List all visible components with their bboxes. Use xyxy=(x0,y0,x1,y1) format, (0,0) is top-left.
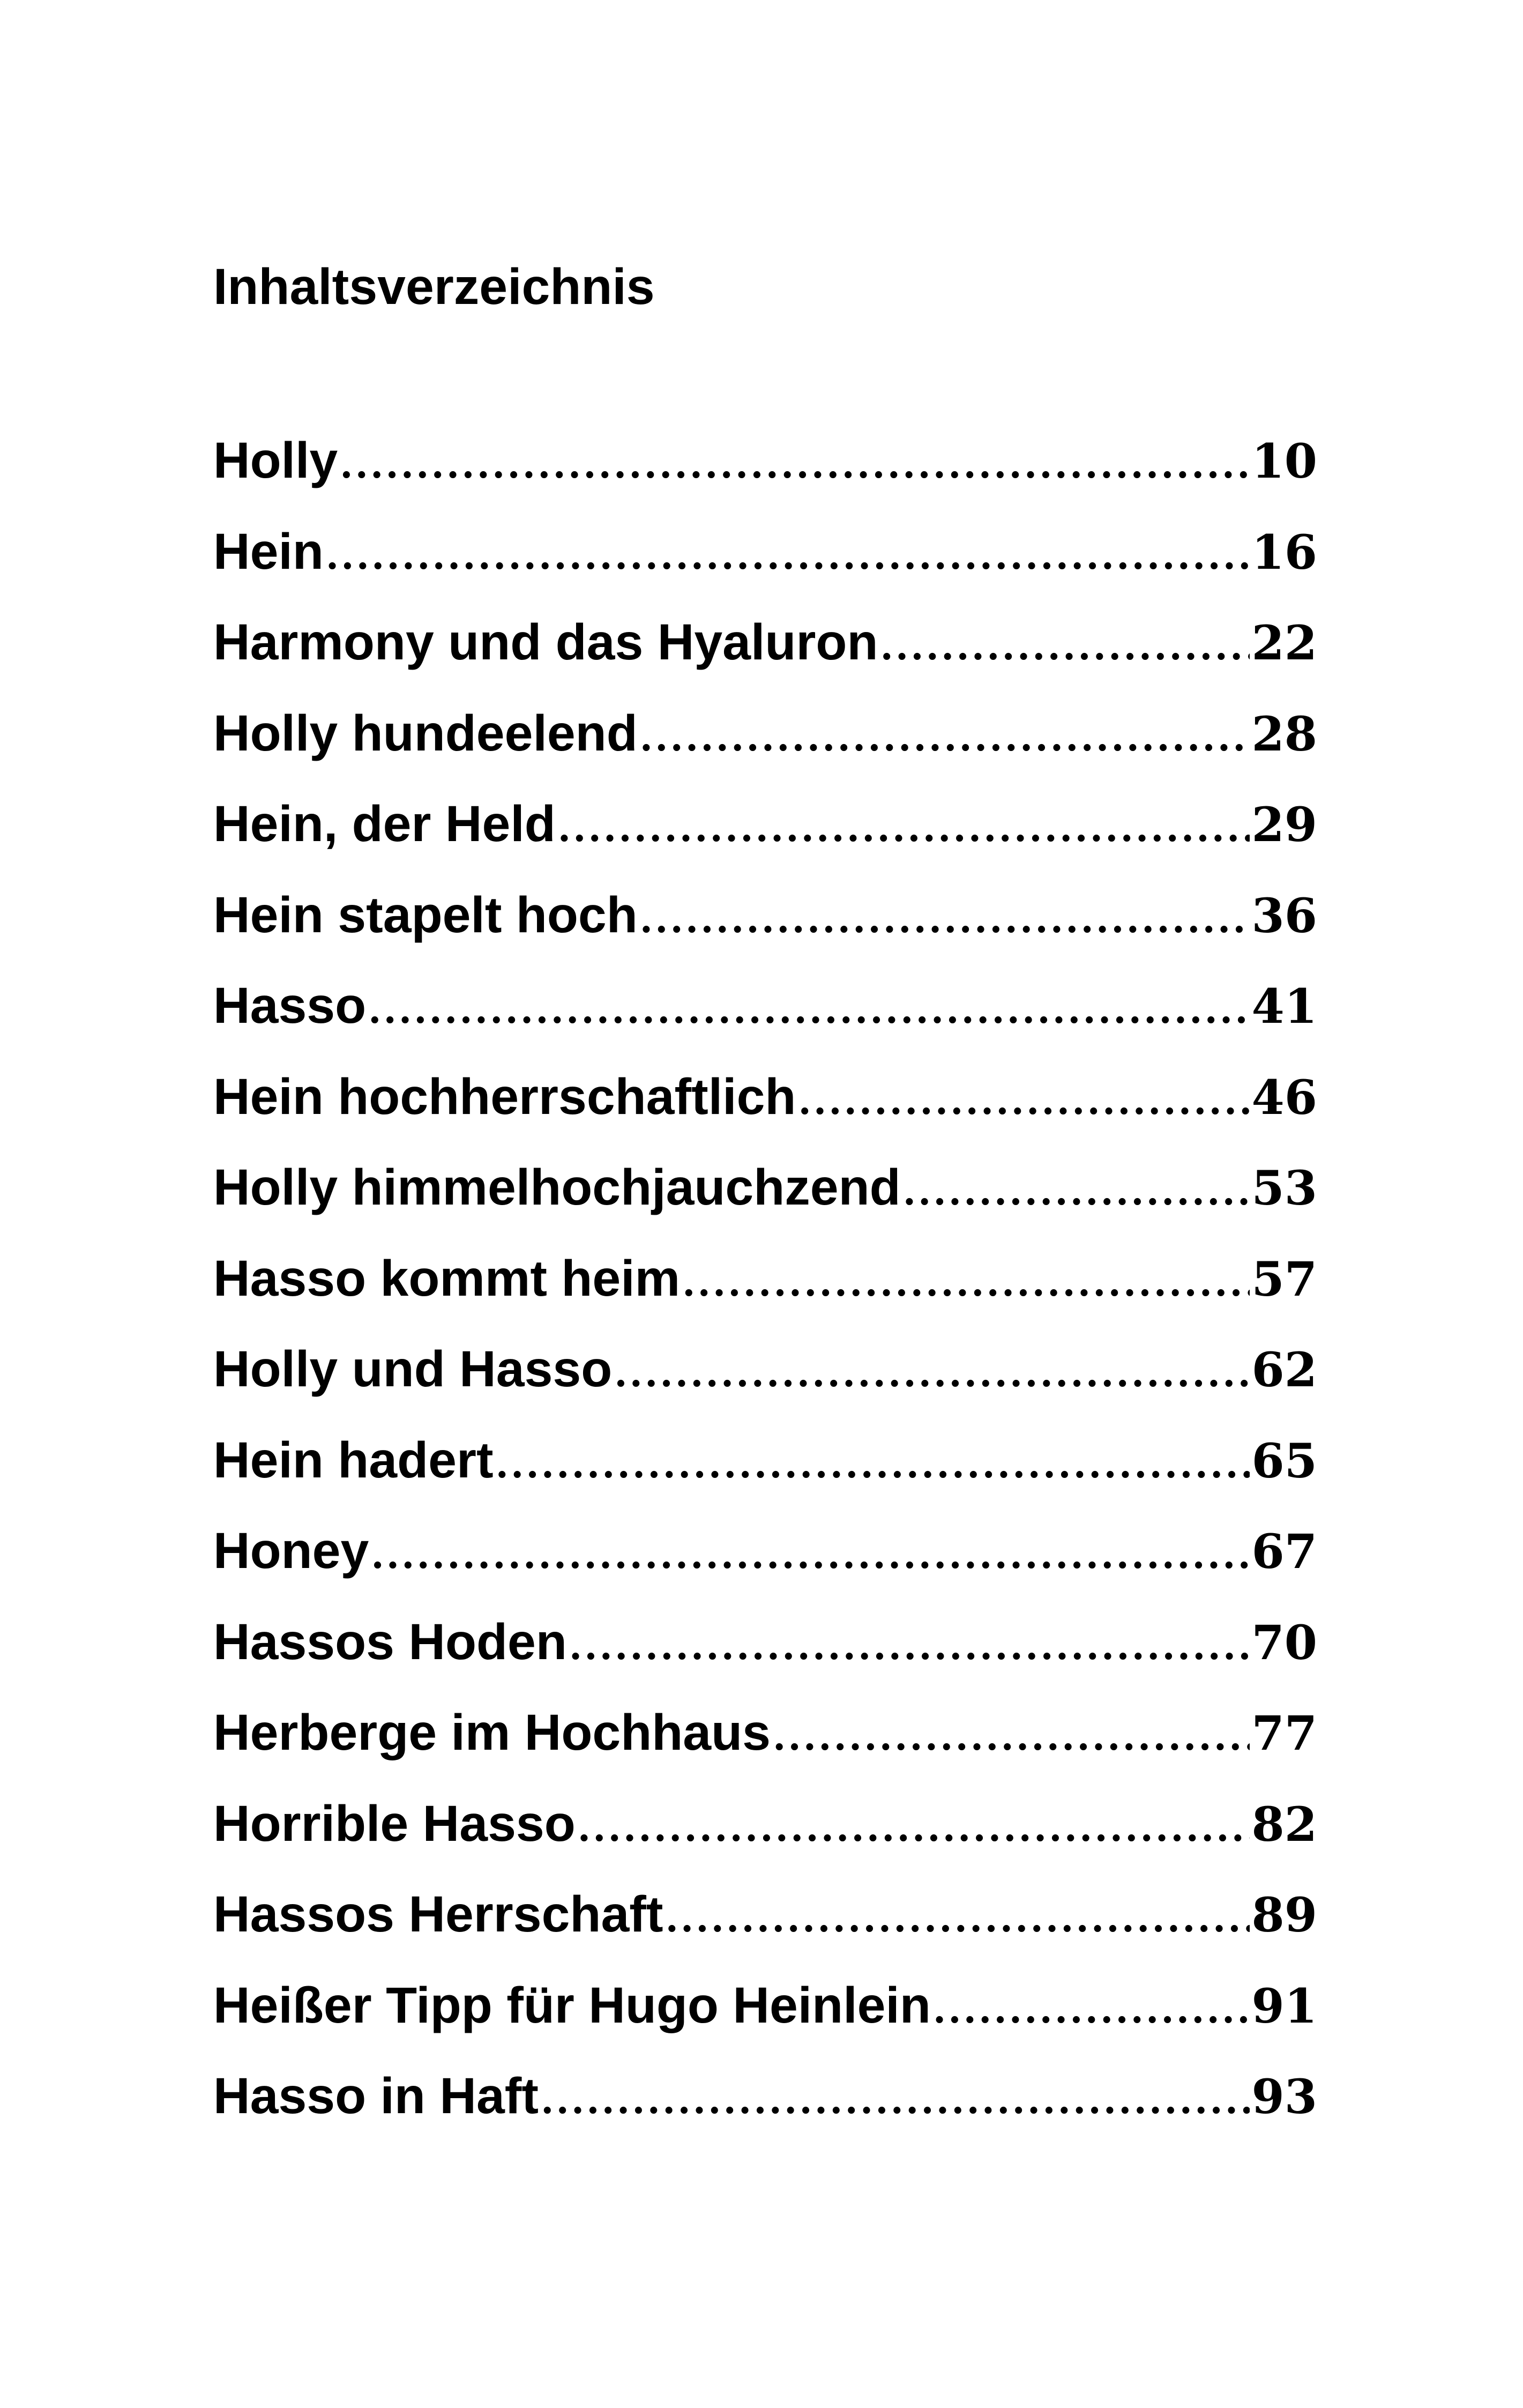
toc-entry-page-number: 91 xyxy=(1251,1978,1317,2034)
toc-entry-title: Holly xyxy=(213,432,338,489)
dot-leader xyxy=(569,1627,1250,1665)
dot-leader xyxy=(368,991,1249,1029)
toc-entry-page-number: 93 xyxy=(1251,2069,1317,2124)
toc-list xyxy=(213,432,1317,2162)
toc-entry-page-number: 57 xyxy=(1251,1251,1317,1307)
toc-entry xyxy=(213,1613,1317,1708)
toc-entry-title: Hein, der Held xyxy=(213,796,556,852)
dot-leader xyxy=(933,1991,1250,2028)
toc-entry-title: Horrible Hasso xyxy=(213,1795,576,1852)
toc-entry-page-number: 10 xyxy=(1251,433,1317,489)
toc-entry-title: Hein stapelt hoch xyxy=(213,886,638,943)
dot-leader xyxy=(340,446,1249,484)
dot-leader xyxy=(371,1536,1249,1574)
toc-entry-title: Hasso xyxy=(213,977,367,1034)
dot-leader xyxy=(558,809,1250,847)
toc-entry xyxy=(213,1431,1317,1526)
dot-leader xyxy=(903,1173,1250,1210)
dot-leader xyxy=(880,628,1249,665)
dot-leader xyxy=(666,1900,1250,1937)
toc-entry xyxy=(213,1068,1317,1163)
toc-entry xyxy=(213,1795,1317,1890)
toc-entry-page-number: 22 xyxy=(1251,615,1317,671)
toc-entry-page-number: 53 xyxy=(1251,1160,1317,1216)
toc-entry xyxy=(213,977,1317,1072)
toc-entry-title: Hassos Hoden xyxy=(213,1613,567,1670)
toc-entry xyxy=(213,432,1317,526)
toc-entry-page-number: 89 xyxy=(1251,1887,1317,1943)
toc-entry-title: Holly und Hasso xyxy=(213,1341,613,1398)
toc-entry-page-number: 65 xyxy=(1251,1432,1317,1489)
dot-leader xyxy=(640,719,1250,756)
toc-entry-title: Hassos Herrschaft xyxy=(213,1886,663,1943)
toc-entry-title: Hasso kommt heim xyxy=(213,1250,681,1307)
toc-entry-title: Honey xyxy=(213,1522,369,1579)
toc-entry-page-number: 41 xyxy=(1251,978,1317,1034)
dot-leader xyxy=(773,1718,1250,1756)
toc-entry-title: Hein hadert xyxy=(213,1431,494,1489)
toc-entry xyxy=(213,1522,1317,1617)
toc-entry xyxy=(213,1976,1317,2071)
dot-leader xyxy=(496,1446,1250,1483)
toc-entry xyxy=(213,796,1317,890)
toc-entry-page-number: 82 xyxy=(1251,1796,1317,1852)
toc-entry xyxy=(213,614,1317,708)
toc-entry-title: Hein hochherrschaftlich xyxy=(213,1068,796,1125)
toc-entry-title: Hasso in Haft xyxy=(213,2068,539,2124)
toc-entry-title: Harmony und das Hyaluron xyxy=(213,614,878,671)
dot-leader xyxy=(798,1082,1249,1120)
toc-entry xyxy=(213,704,1317,799)
toc-entry-title: Holly hundeelend xyxy=(213,704,638,762)
toc-entry xyxy=(213,2068,1317,2162)
toc-entry-page-number: 28 xyxy=(1251,705,1317,762)
toc-entry-title: Heißer Tipp für Hugo Heinlein xyxy=(213,1976,931,2034)
toc-entry-title: Herberge im Hochhaus xyxy=(213,1704,771,1761)
toc-entry-page-number: 36 xyxy=(1251,887,1317,943)
toc-entry xyxy=(213,1341,1317,1435)
toc-entry-page-number: 70 xyxy=(1251,1614,1317,1670)
toc-entry xyxy=(213,1886,1317,1980)
toc-entry-page-number: 62 xyxy=(1251,1342,1317,1398)
toc-entry-page-number: 67 xyxy=(1251,1523,1317,1579)
toc-entry-title: Hein xyxy=(213,523,324,580)
dot-leader xyxy=(541,2082,1249,2119)
toc-entry-page-number: 29 xyxy=(1251,797,1317,852)
toc-entry xyxy=(213,523,1317,618)
toc-entry xyxy=(213,886,1317,981)
toc-entry-page-number: 46 xyxy=(1251,1069,1317,1125)
dot-leader xyxy=(640,901,1250,938)
toc-entry xyxy=(213,1159,1317,1253)
dot-leader xyxy=(326,537,1250,575)
dot-leader xyxy=(682,1264,1249,1302)
toc-entry-title: Holly himmelhochjauchzend xyxy=(213,1159,901,1216)
toc-entry-page-number: 77 xyxy=(1251,1705,1317,1761)
toc-entry xyxy=(213,1704,1317,1798)
toc-entry xyxy=(213,1250,1317,1344)
toc-heading: Inhaltsverzeichnis xyxy=(213,258,655,315)
toc-entry-page-number: 16 xyxy=(1251,524,1317,580)
dot-leader xyxy=(614,1355,1249,1392)
dot-leader xyxy=(578,1809,1250,1847)
